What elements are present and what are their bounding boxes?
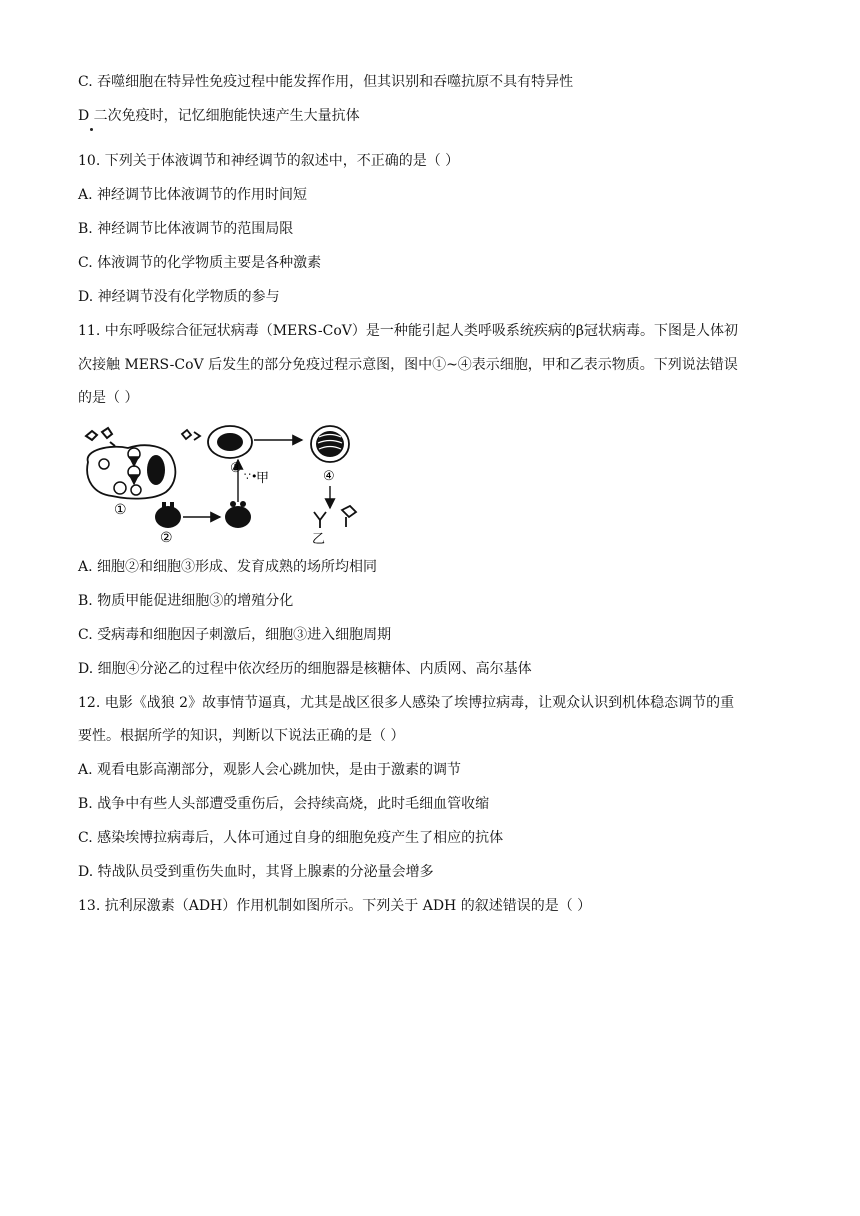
vesicle-icon: [131, 485, 141, 495]
bound-antigen-icon: [342, 506, 356, 527]
vesicle-icon: [128, 466, 140, 478]
q11-stem-line3: 的是（ ）: [78, 390, 139, 406]
antigen-icon: [182, 430, 200, 440]
q11-stem-line2: 次接触 MERS-CoV 后发生的部分免疫过程示意图，图中①~④表示细胞，甲和乙表示物质。下列说法错误: [78, 357, 738, 373]
lysosome-icon: [114, 482, 126, 494]
immune-process-diagram: [80, 422, 380, 547]
stray-dot-mark: [90, 128, 93, 131]
q12-option-d: D. 特战队员受到重伤失血时，其肾上腺素的分泌量会增多: [78, 864, 434, 880]
q12-stem-line1: 12. 电影《战狼 2》故事情节逼真，尤其是战区很多人感染了埃博拉病毒，让观众认识到机体稳态调节的重: [78, 695, 735, 711]
q13-stem: 13. 抗利尿激素（ADH）作用机制如图所示。下列关于 ADH 的叙述错误的是（ ）: [78, 898, 592, 914]
q10-stem: 10. 下列关于体液调节和神经调节的叙述中，不正确的是（ ）: [78, 153, 460, 169]
lysosome-icon: [99, 459, 109, 469]
q12-stem-line2: 要性。根据所学的知识，判断以下说法正确的是（ ）: [78, 728, 405, 744]
q9-option-c: C. 吞噬细胞在特异性免疫过程中能发挥作用，但其识别和吞噬抗原不具有特异性: [78, 74, 574, 90]
activated-t-cell: [225, 506, 251, 528]
antibody-icon: [314, 512, 326, 528]
t-cell-2: [155, 506, 181, 528]
q11-stem-line1: 11. 中东呼吸综合征冠状病毒（MERS-CoV）是一种能引起人类呼吸系统疾病的β冠状病毒。下图是人体初: [78, 323, 738, 339]
q10-option-b: B. 神经调节比体液调节的范围局限: [78, 221, 294, 237]
vesicle-icon: [128, 448, 140, 460]
label-cell-3: ③: [230, 461, 242, 476]
label-cell-2: ②: [160, 530, 173, 546]
q11-option-d: D. 细胞④分泌乙的过程中依次经历的细胞器是核糖体、内质网、高尔基体: [78, 661, 532, 677]
label-cell-1: ①: [114, 502, 127, 518]
phagocyte-nucleus: [147, 455, 165, 485]
virus-particle-icon: [86, 428, 115, 446]
q10-option-c: C. 体液调节的化学物质主要是各种激素: [78, 255, 322, 271]
q11-option-a: A. 细胞②和细胞③形成、发育成熟的场所均相同: [78, 559, 378, 575]
q12-option-b: B. 战争中有些人头部遭受重伤后，会持续高烧，此时毛细血管收缩: [78, 796, 490, 812]
label-cell-4: ④: [323, 469, 335, 484]
q12-option-c: C. 感染埃博拉病毒后，人体可通过自身的细胞免疫产生了相应的抗体: [78, 830, 504, 846]
q11-option-c: C. 受病毒和细胞因子刺激后，细胞③进入细胞周期: [78, 627, 392, 643]
q10-option-a: A. 神经调节比体液调节的作用时间短: [78, 187, 308, 203]
q9-option-d: D 二次免疫时，记忆细胞能快速产生大量抗体: [78, 108, 360, 124]
q10-option-d: D. 神经调节没有化学物质的参与: [78, 289, 280, 305]
label-substance-jia: 甲: [256, 471, 270, 486]
label-substance-yi: 乙: [312, 532, 326, 547]
svg-text:∵•: ∵•: [244, 470, 258, 483]
q11-option-b: B. 物质甲能促进细胞③的增殖分化: [78, 593, 294, 609]
immune-diagram-svg: [80, 422, 380, 547]
q12-option-a: A. 观看电影高潮部分，观影人会心跳加快，是由于激素的调节: [78, 762, 462, 778]
